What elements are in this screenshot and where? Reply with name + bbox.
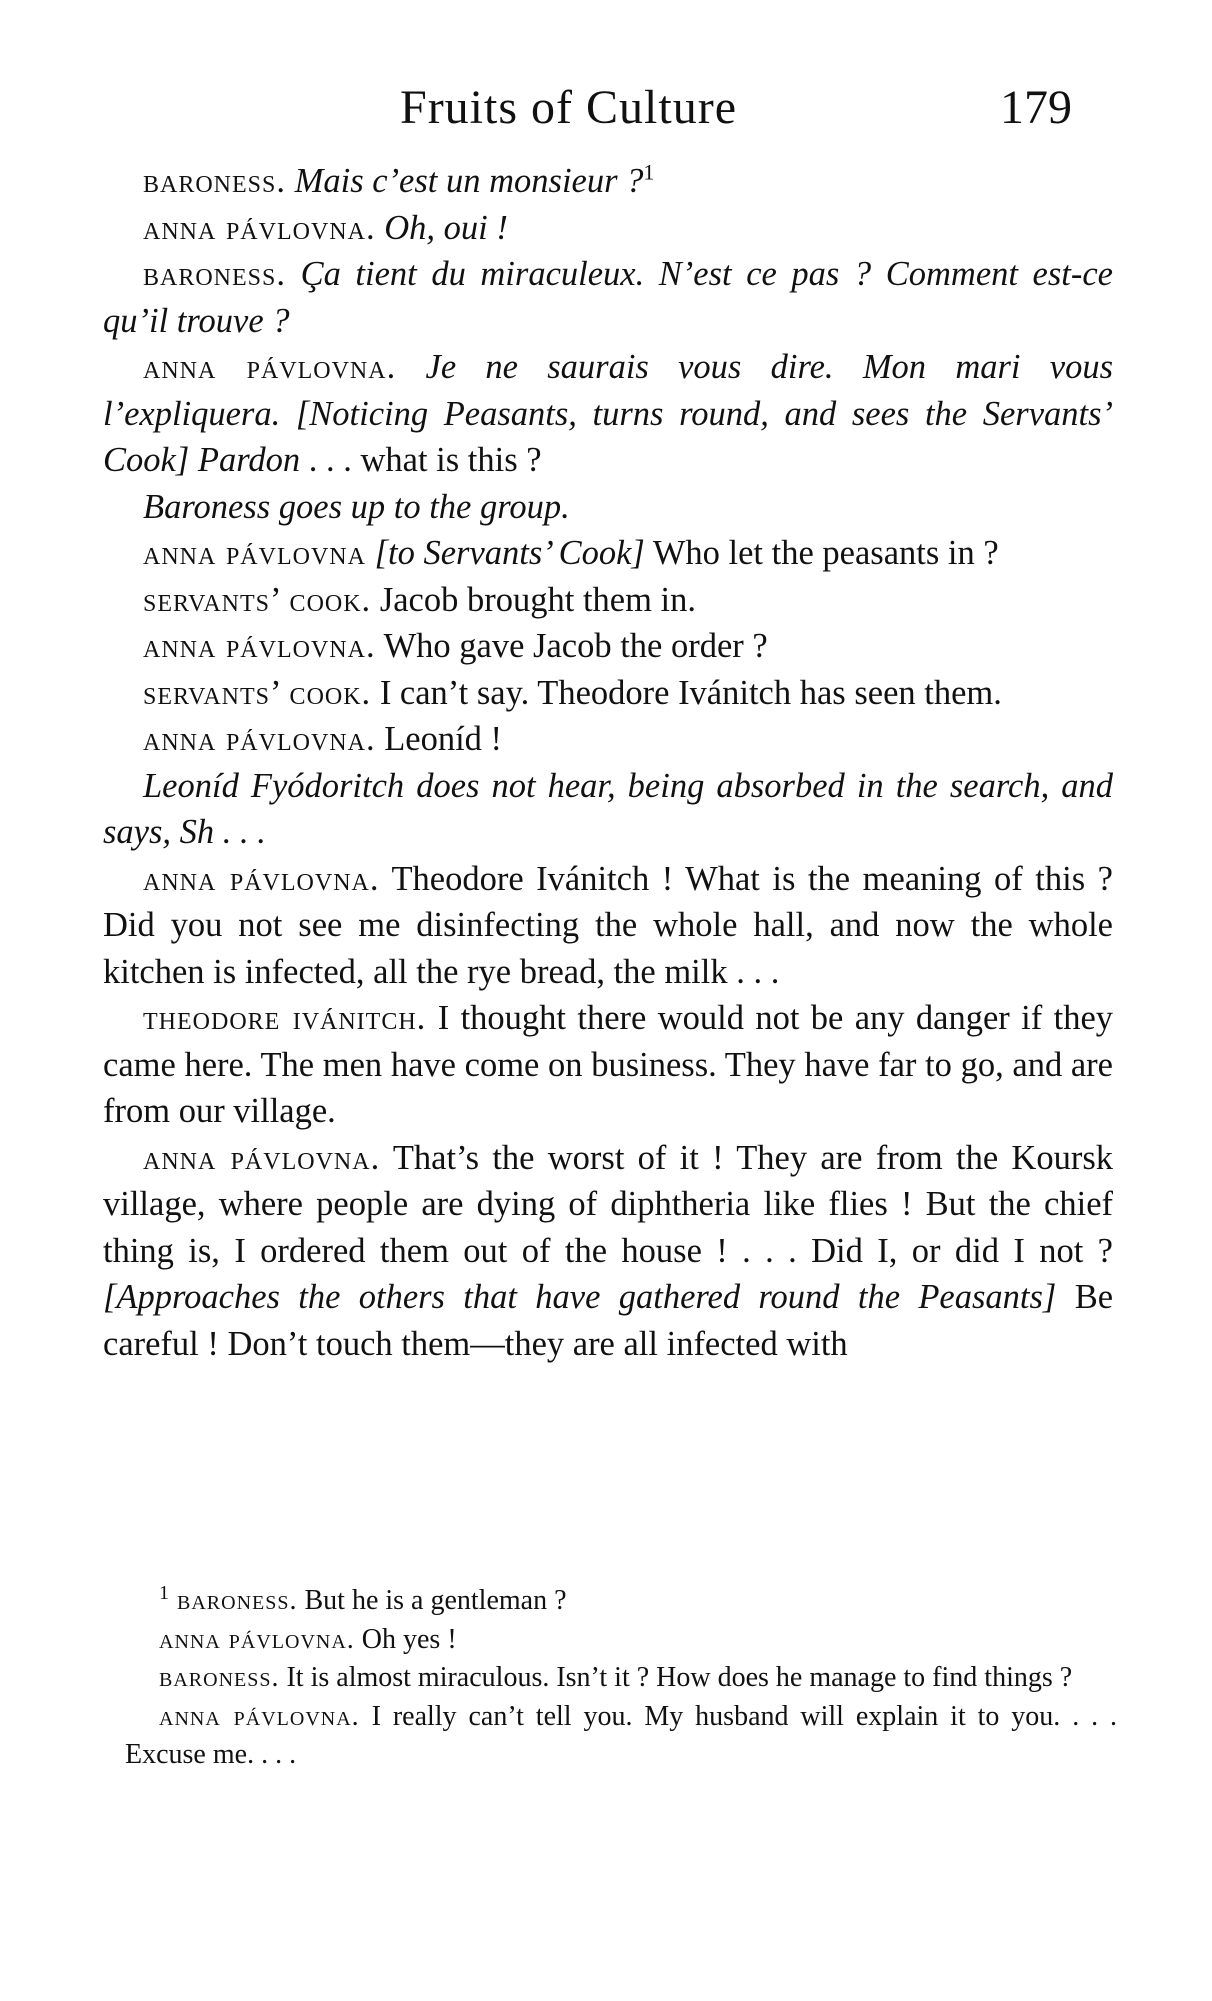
footnote-text: It is almost miraculous. Isn’t it ? How does he manage to find things ? [286, 1662, 1073, 1693]
dialogue-text: Ça tient du miraculeux. N’est ce pas ? Comment est-ce qu’il trouve ? [103, 255, 1113, 340]
footnote-number: 1 [159, 1581, 169, 1604]
dialogue-text: Je ne saurais vous dire. Mon mari vous l’expliquera. [103, 348, 1114, 433]
dialogue-text: I thought there would not be any danger if they came here. The men have come on business. They have far to go, and are from our village. [103, 999, 1114, 1130]
dialogue-line [103, 1135, 1113, 1368]
dialogue-text: Be careful ! Don’t touch them—they are all infected with [103, 1278, 1114, 1363]
dialogue-text: That’s the worst of it ! They are from the Koursk village, where people are dying of diphtheria like flies ! But the chief thing is, I ordered them out of the house ! . . . Did I, or did I not ? [103, 1138, 1113, 1270]
footnote-line [125, 1659, 1117, 1698]
dialogue-text: Oh, oui ! [384, 208, 508, 247]
main-text [103, 158, 1113, 1367]
dialogue-text: Who let the peasants in ? [652, 534, 999, 572]
dialogue-line [103, 995, 1113, 1135]
dialogue-line [103, 716, 1113, 763]
footnotes [125, 1582, 1117, 1775]
speaker-name: baroness. [177, 1585, 298, 1616]
speaker-name: baroness. [159, 1662, 280, 1693]
footnote-line [125, 1582, 1117, 1621]
dialogue-text: Jacob brought them in. [379, 580, 697, 619]
speaker-name: anna pávlovna. [143, 208, 376, 247]
speaker-name: anna pávlovna. [159, 1623, 355, 1655]
dialogue-text: Pardon [197, 441, 301, 479]
dialogue-text: . . . what is this ? [308, 441, 542, 479]
dialogue-line [103, 530, 1113, 577]
speaker-name: servants’ cook. [143, 673, 372, 712]
page-header [0, 80, 1212, 140]
dialogue-text: I can’t say. Theodore Ivánitch has seen them. [379, 673, 1002, 712]
dialogue-line [103, 344, 1113, 484]
speaker-name: baroness. [143, 162, 286, 200]
speaker-name: anna pávlovna [143, 534, 366, 572]
page-number: 179 [1000, 81, 1072, 134]
speaker-name: anna pávlovna. [159, 1700, 360, 1732]
stage-direction: [to Servants’ Cook] [374, 534, 645, 572]
dialogue-line [103, 251, 1113, 344]
dialogue-text: Mais c’est un monsieur ? [294, 162, 644, 200]
dialogue-text: Leoníd ! [384, 720, 503, 758]
dialogue-line [103, 158, 1113, 205]
speaker-name: servants’ cook. [143, 580, 372, 619]
footnote-text: I really can’t tell you. My husband will explain it to you. . . . Excuse me. . . . [125, 1700, 1118, 1770]
speaker-name: anna pávlovna. [143, 720, 376, 758]
running-title: Fruits of Culture [400, 81, 737, 134]
speaker-name: theodore ivánitch. [143, 999, 427, 1037]
stage-direction-line: Baroness goes up to the group. [143, 487, 570, 526]
dialogue-line [103, 856, 1113, 996]
stage-direction-line: Leoníd Fyódoritch does not hear, being absorbed in the search, and says, Sh . . . [103, 766, 1113, 851]
footnote-line [125, 1698, 1117, 1775]
speaker-name: anna pávlovna. [143, 627, 376, 665]
footnote-marker: 1 [643, 159, 655, 185]
stage-direction: [Approaches the others that have gathered round the Peasants] [103, 1278, 1057, 1316]
dialogue-line [103, 623, 1113, 670]
dialogue-text: Who gave Jacob the order ? [383, 627, 768, 665]
stage-direction: [Noticing Peasants, turns round, and sees the Servants’ Cook] [103, 394, 1114, 479]
speaker-name: anna pávlovna. [143, 348, 397, 386]
footnote-text: But he is a gentleman ? [304, 1585, 567, 1616]
dialogue-text: Theodore Ivánitch ! What is the meaning of this ? Did you not see me disinfecting the whole hall, and now the whole kitchen is infected, all the rye bread, the milk . . . [103, 859, 1113, 991]
footnote-line [125, 1621, 1117, 1660]
dialogue-line [103, 205, 1113, 252]
speaker-name: anna pávlovna. [143, 1138, 381, 1177]
speaker-name: baroness. [143, 255, 286, 293]
speaker-name: anna pávlovna. [143, 859, 380, 898]
dialogue-line [103, 577, 1113, 624]
footnote-text: Oh yes ! [361, 1623, 457, 1655]
dialogue-line [103, 670, 1113, 717]
